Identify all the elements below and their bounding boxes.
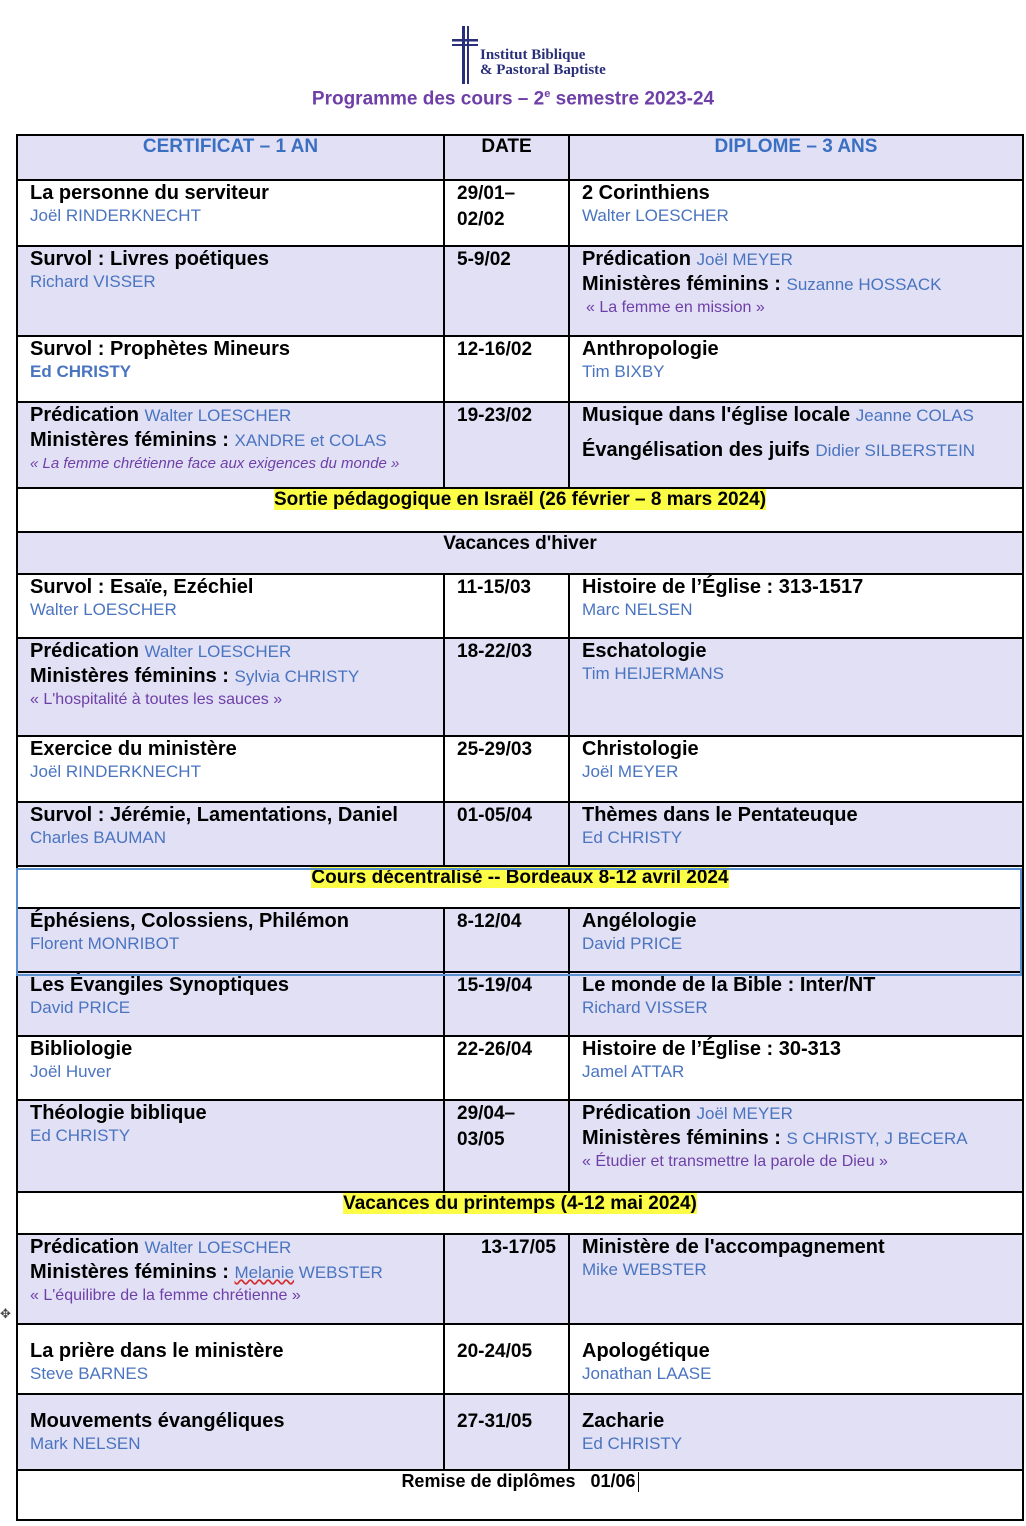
course-title: Ministères féminins :: [582, 1127, 781, 1149]
table-row: [17, 802, 1023, 866]
cert-cell: [17, 336, 444, 402]
course-theme: « L'hospitalité à toutes les sauces »: [30, 691, 283, 708]
date-cell: [444, 1324, 569, 1394]
text-cursor: [638, 1472, 639, 1492]
teacher-name: WEBSTER: [294, 1263, 383, 1282]
dip-cell: [569, 638, 1023, 736]
course-title: Prédication: [30, 404, 139, 426]
date-cell: [444, 246, 569, 336]
table-row: [17, 736, 1023, 802]
teacher-name: S CHRISTY, J BECERA: [786, 1129, 968, 1148]
banner-row: [17, 532, 1023, 574]
course-title: Thèmes dans le Pentateuque: [582, 804, 858, 826]
table-row: [17, 1394, 1023, 1470]
teacher-name: Florent MONRIBOT: [30, 934, 180, 953]
course-title: Mouvements évangéliques: [30, 1410, 285, 1432]
teacher-name: Ed CHRISTY: [30, 362, 132, 381]
course-date: 18-22/03: [457, 641, 533, 662]
dip-cell: [569, 1324, 1023, 1394]
title-prefix: Programme des cours – 2: [311, 88, 545, 110]
teacher-name: Walter LOESCHER: [144, 406, 292, 425]
course-title: Les Évangiles Synoptiques: [30, 974, 289, 996]
teacher-name: Marc NELSEN: [582, 600, 693, 619]
course-title: Ministère de l'accompagnement: [582, 1236, 885, 1258]
dip-cell: [569, 402, 1023, 488]
table-row: [17, 972, 1023, 1036]
teacher-name: David PRICE: [582, 934, 683, 953]
table-row: [17, 908, 1023, 972]
course-title: Survol : Livres poétiques: [30, 248, 269, 270]
course-theme: « La femme en mission »: [586, 299, 765, 316]
table-row: [17, 402, 1023, 488]
course-theme: « La femme chrétienne face aux exigences du monde »: [30, 455, 400, 472]
document-title: [0, 88, 1026, 110]
dip-cell: [569, 1234, 1023, 1324]
teacher-name: Steve BARNES: [30, 1364, 149, 1383]
dip-cell: [569, 1394, 1023, 1470]
course-date: 01-05/04: [457, 805, 533, 826]
course-title: Éphésiens, Colossiens, Philémon: [30, 910, 349, 932]
banner-row: [17, 1192, 1023, 1234]
teacher-name: Ed CHRISTY: [582, 1434, 683, 1453]
course-date: 19-23/02: [457, 405, 533, 426]
course-date: 29/04– 03/05: [457, 1103, 516, 1150]
teacher-name: David PRICE: [30, 998, 131, 1017]
spring-break-banner: Vacances du printemps (4-12 mai 2024): [343, 1193, 697, 1214]
bordeaux-course-banner: Cours décentralisé -- Bordeaux 8-12 avril 2024: [311, 867, 729, 888]
document-header: [0, 24, 1026, 114]
graduation-row: [17, 1470, 1023, 1520]
course-title: Eschatologie: [582, 640, 707, 662]
teacher-name: Walter LOESCHER: [30, 600, 177, 619]
course-date: 12-16/02: [457, 339, 533, 360]
course-title: Bibliologie: [30, 1038, 133, 1060]
dip-cell: [569, 180, 1023, 246]
course-title: Christologie: [582, 738, 699, 760]
course-title: Ministères féminins :: [30, 1261, 229, 1283]
graduation-label: Remise de diplômes: [401, 1471, 576, 1491]
course-title: Survol : Jérémie, Lamentations, Daniel: [30, 804, 398, 826]
course-title: Zacharie: [582, 1410, 665, 1432]
title-superscript: e: [544, 88, 551, 100]
teacher-name: Joël MEYER: [696, 1104, 793, 1123]
teacher-name: Ed CHRISTY: [30, 1126, 131, 1145]
teacher-name: Jeanne COLAS: [855, 406, 974, 425]
teacher-name: Jamel ATTAR: [582, 1062, 685, 1081]
teacher-name: Sylvia CHRISTY: [234, 667, 360, 686]
course-date: 20-24/05: [457, 1341, 533, 1362]
institute-logo: [452, 26, 652, 86]
header-row: [17, 135, 1023, 180]
teacher-name: Jonathan LAASE: [582, 1364, 712, 1383]
graduation-date: 01/06: [590, 1471, 636, 1491]
course-title: Théologie biblique: [30, 1102, 207, 1124]
cert-cell: [17, 180, 444, 246]
teacher-name: Tim BIXBY: [582, 362, 665, 381]
dip-cell: [569, 574, 1023, 638]
course-date: 22-26/04: [457, 1039, 533, 1060]
dip-cell: [569, 246, 1023, 336]
cert-cell: [17, 1234, 444, 1324]
table-row: [17, 574, 1023, 638]
teacher-name: Walter LOESCHER: [144, 1238, 292, 1257]
course-title: Ministères féminins :: [582, 273, 781, 295]
table-move-handle-icon[interactable]: ✥: [0, 1306, 11, 1321]
course-title: Anthropologie: [582, 338, 719, 360]
teacher-name: Didier SILBERSTEIN: [815, 441, 976, 460]
course-title: Prédication: [30, 1236, 139, 1258]
teacher-name: Suzanne HOSSACK: [786, 275, 942, 294]
date-cell: [444, 638, 569, 736]
teacher-name: XANDRE et COLAS: [234, 431, 387, 450]
course-title: Prédication: [582, 1102, 691, 1124]
course-theme: « L'équilibre de la femme chrétienne »: [30, 1287, 301, 1304]
teacher-name: Ed CHRISTY: [582, 828, 683, 847]
date-cell: [444, 736, 569, 802]
course-schedule-table: [16, 134, 1024, 1521]
course-date: 13-17/05: [480, 1237, 556, 1258]
dip-cell: [569, 1100, 1023, 1192]
course-title: Prédication: [30, 640, 139, 662]
course-date: 25-29/03: [457, 739, 533, 760]
cert-cell: [17, 972, 444, 1036]
date-cell: [444, 1036, 569, 1100]
cert-cell: [17, 1324, 444, 1394]
dip-cell: [569, 1036, 1023, 1100]
teacher-name: Joël Huver: [30, 1062, 112, 1081]
date-cell: [444, 1100, 569, 1192]
teacher-name: Walter LOESCHER: [144, 642, 292, 661]
cert-cell: [17, 1036, 444, 1100]
dip-cell: [569, 736, 1023, 802]
date-cell: [444, 336, 569, 402]
course-date: 5-9/02: [457, 249, 511, 270]
cert-cell: [17, 802, 444, 866]
spellcheck-word: Melanie: [234, 1263, 295, 1282]
date-cell: [444, 1234, 569, 1324]
course-title: Histoire de l’Église : 30-313: [582, 1038, 841, 1060]
date-cell: [444, 180, 569, 246]
course-title: Exercice du ministère: [30, 738, 237, 760]
dip-cell: [569, 336, 1023, 402]
col-header-certificat: CERTIFICAT – 1 AN: [17, 135, 444, 180]
course-title: Angélologie: [582, 910, 697, 932]
table-row: [17, 1100, 1023, 1192]
teacher-name: Richard VISSER: [582, 998, 708, 1017]
col-header-date: DATE: [444, 135, 569, 180]
dip-cell: [569, 908, 1023, 972]
date-cell: [444, 908, 569, 972]
course-date: 15-19/04: [457, 975, 533, 996]
table-row: [17, 1324, 1023, 1394]
teacher-name: Charles BAUMAN: [30, 828, 167, 847]
banner-row: [17, 488, 1023, 532]
title-suffix: semestre 2023-24: [550, 88, 715, 110]
teacher-name: Joël MEYER: [582, 762, 679, 781]
course-title: Survol : Prophètes Mineurs: [30, 338, 291, 360]
course-title: Ministères féminins :: [30, 665, 229, 687]
cross-logo-icon: [452, 26, 478, 84]
teacher-name: Mike WEBSTER: [582, 1260, 707, 1279]
course-title: Musique dans l'église locale: [582, 404, 851, 426]
course-title: Le monde de la Bible : Inter/NT: [582, 974, 876, 996]
logo-text-line1: Institut Biblique: [480, 47, 586, 63]
teacher-name: Joël RINDERKNECHT: [30, 762, 201, 781]
course-date: 8-12/04: [457, 911, 522, 932]
course-title: Évangélisation des juifs: [582, 439, 810, 461]
course-title: 2 Corinthiens: [582, 182, 710, 204]
cert-cell: [17, 638, 444, 736]
date-cell: [444, 972, 569, 1036]
banner-row: [17, 866, 1023, 908]
course-date: 29/01– 02/02: [457, 183, 516, 230]
col-header-diplome: DIPLOME – 3 ANS: [569, 135, 1023, 180]
course-date: 11-15/03: [457, 577, 531, 598]
table-row: [17, 638, 1023, 736]
teacher-name: Mark NELSEN: [30, 1434, 141, 1453]
dip-cell: [569, 802, 1023, 866]
cert-cell: [17, 1394, 444, 1470]
course-theme: « Étudier et transmettre la parole de Dieu »: [582, 1153, 888, 1170]
course-title: Survol : Esaïe, Ezéchiel: [30, 576, 254, 598]
table-row: [17, 1036, 1023, 1100]
cert-cell: [17, 1100, 444, 1192]
table-row: [17, 180, 1023, 246]
course-date: 27-31/05: [457, 1411, 533, 1432]
cert-cell: [17, 246, 444, 336]
course-title: Ministères féminins :: [30, 429, 229, 451]
cert-cell: [17, 736, 444, 802]
israel-trip-banner: Sortie pédagogique en Israël (26 février – 8 mars 2024): [273, 489, 767, 510]
table-row: [17, 336, 1023, 402]
date-cell: [444, 574, 569, 638]
teacher-name: Richard VISSER: [30, 272, 156, 291]
date-cell: [444, 1394, 569, 1470]
winter-break-banner: Vacances d'hiver: [17, 532, 1023, 574]
teacher-name: Tim HEIJERMANS: [582, 664, 724, 683]
cert-cell: [17, 908, 444, 972]
course-title: La prière dans le ministère: [30, 1340, 284, 1362]
teacher-name: Joël MEYER: [696, 250, 793, 269]
date-cell: [444, 402, 569, 488]
cert-cell: [17, 402, 444, 488]
table-row: [17, 1234, 1023, 1324]
teacher-name: Walter LOESCHER: [582, 206, 729, 225]
teacher-name: Joël RINDERKNECHT: [30, 206, 201, 225]
table-row: [17, 246, 1023, 336]
course-title: Apologétique: [582, 1340, 710, 1362]
course-title: Prédication: [582, 248, 691, 270]
cert-cell: [17, 574, 444, 638]
course-title: Histoire de l’Église : 313-1517: [582, 576, 864, 598]
dip-cell: [569, 972, 1023, 1036]
course-title: La personne du serviteur: [30, 182, 269, 204]
logo-text-line2: & Pastoral Baptiste: [480, 62, 606, 78]
date-cell: [444, 802, 569, 866]
